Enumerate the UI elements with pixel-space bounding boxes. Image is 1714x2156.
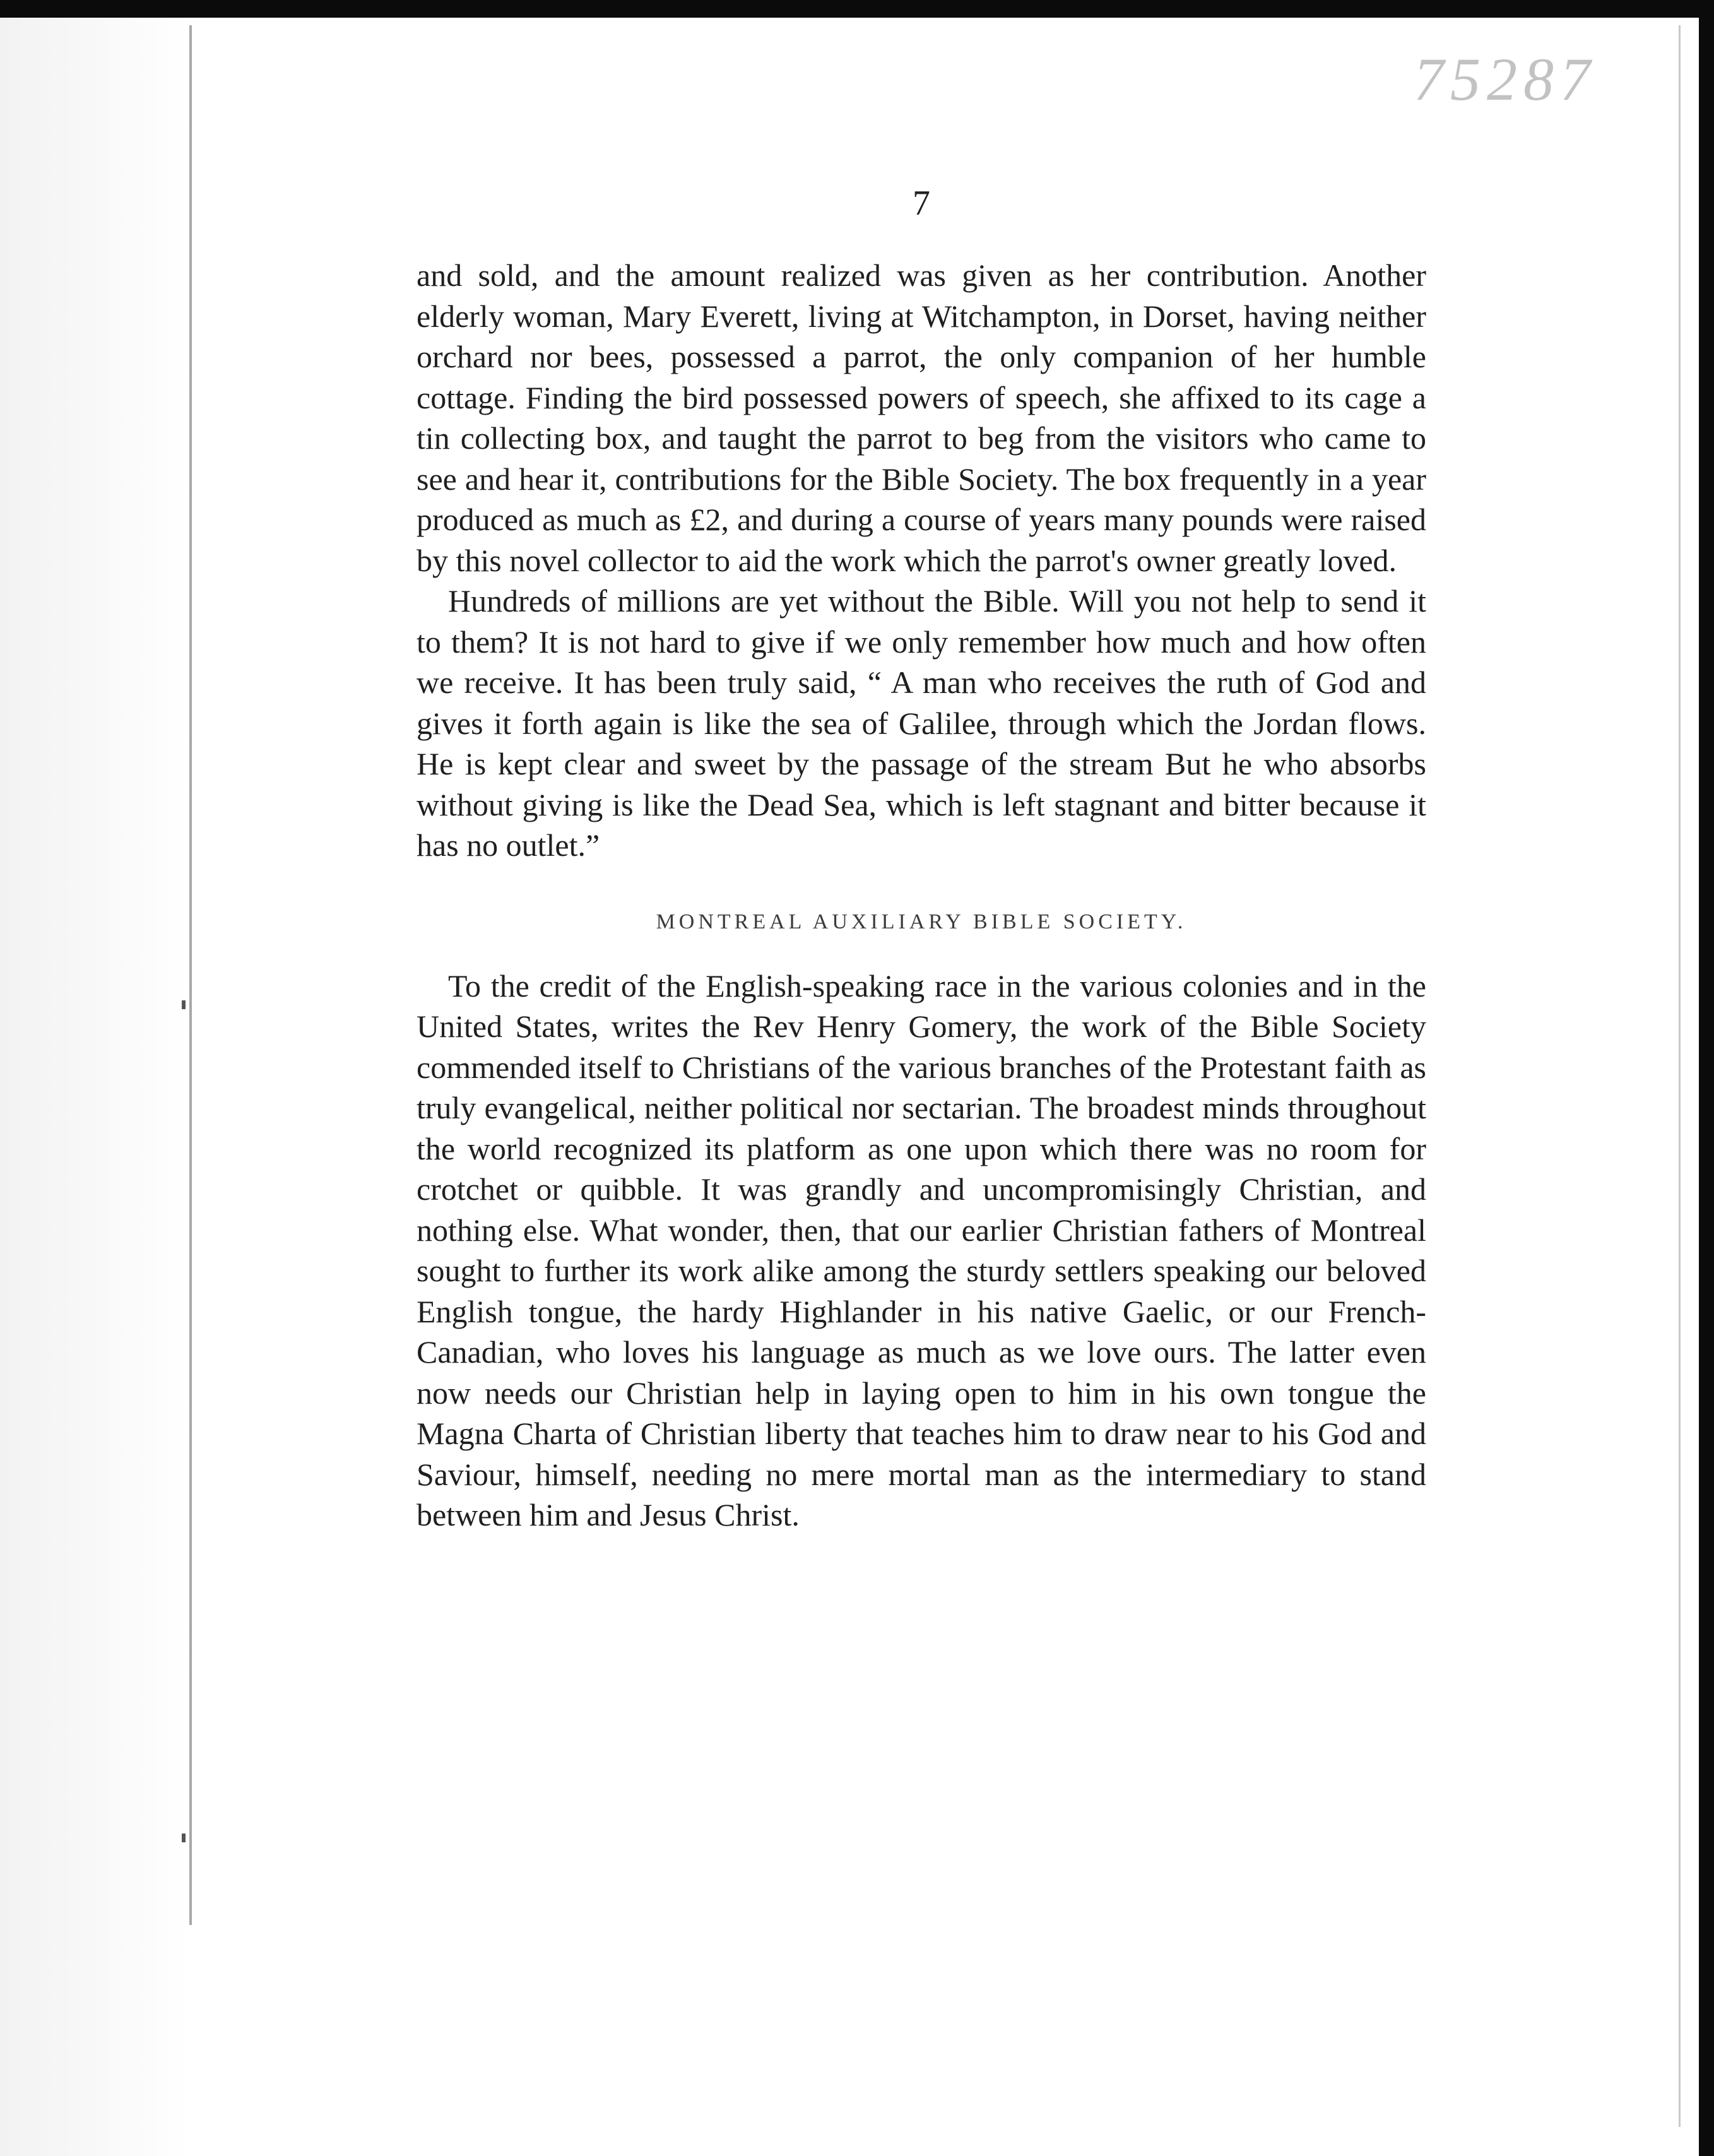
paragraph-continued: and sold, and the amount realized was given as her contribution. Another elderly woman, Mary Everett, living at Witchampton, in Dorset, having neither orchard nor bees, possessed a parrot, the only companion of her humble cottage. Finding the bird possessed powers of speech, she affixed to its cage a tin collecting box, and taught the parrot to beg from the visitors who came to see and hear it, contributions for the Bible Society. The box frequently in a year produced as much as £2, and during a course of years many pounds were raised by this novel collector to aid the work which the parrot's owner greatly loved. — [417, 258, 1426, 578]
margin-mark — [182, 1000, 186, 1009]
section-heading: MONTREAL AUXILIARY BIBLE SOCIETY. — [656, 909, 1187, 933]
scan-border-right — [1699, 0, 1714, 2156]
binding-edge-line — [189, 25, 192, 1925]
paragraph: To the credit of the English-speaking race in the various colonies and in the United States, writes the Rev Henry Gomery, the work of the Bible Society commended itself to Christians of the various branches of the Protestant faith as truly evangelical, neither political nor sectarian. The broadest minds throughout the world recognized its platform as one upon which there was no room for crotchet or quibble. It was grandly and uncompromisingly Christian, and nothing else. What wonder, then, that our earlier Christian fathers of Montreal sought to further its work alike among the sturdy settlers speaking our beloved English tongue, the hardy Highlander in his native Gaelic, or our French-Canadian, who loves his language as much as we love ours. The latter even now needs our Christian help in laying open to him in his own tongue the Magna Charta of Christian liberty that teaches him to draw near to his God and Saviour, himself, needing no mere mortal man as the intermediary to stand between him and Jesus Christ. — [417, 968, 1426, 1532]
page-number: 7 — [913, 184, 930, 223]
margin-mark — [182, 1833, 186, 1842]
right-page-edge — [1679, 25, 1681, 2127]
page-body — [417, 164, 1426, 1536]
facing-page-margin — [0, 18, 189, 2156]
paragraph: Hundreds of millions are yet without the Bible. Will you not help to send it to them? It is not hard to give if we only remember how much and how often we receive. It has been truly said, “ A man who receives the ruth of God and gives it forth again is like the sea of Galilee, through which the Jordan flows. He is kept clear and sweet by the passage of the stream But he who absorbs without giving is like the Dead Sea, which is left stagnant and bitter because it has no outlet.” — [417, 583, 1426, 863]
scan-border-top — [0, 0, 1714, 18]
handwritten-catalog-number: 75287 — [1414, 45, 1597, 113]
